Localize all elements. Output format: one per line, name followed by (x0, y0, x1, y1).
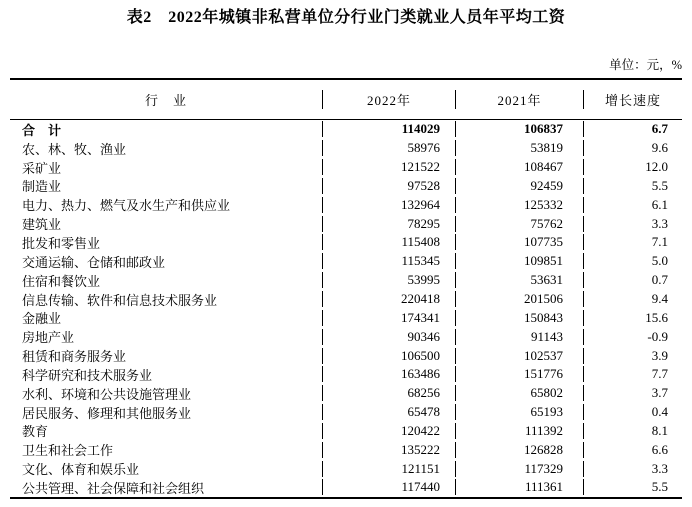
cell-2022-value: 114029 (322, 121, 455, 137)
cell-industry: 水利、环境和公共设施管理业 (22, 386, 192, 402)
cell-2022-value: 97528 (322, 178, 455, 194)
cell-2022-value: 65478 (322, 404, 455, 420)
cell-industry: 公共管理、社会保障和社会组织 (22, 480, 205, 496)
table-row (10, 271, 682, 290)
cell-industry: 科学研究和技术服务业 (22, 367, 153, 383)
cell-industry: 房地产业 (22, 330, 75, 346)
cell-2021-value: 106837 (455, 121, 583, 137)
table-row (10, 290, 682, 309)
cell-2021-value: 150843 (455, 310, 583, 326)
cell-industry: 教育 (22, 424, 49, 440)
cell-2022-value: 68256 (322, 385, 455, 401)
table-row (10, 327, 682, 346)
table-row (10, 158, 682, 177)
cell-growth-value: 7.7 (583, 366, 682, 382)
cell-industry: 建筑业 (22, 217, 62, 233)
column-header-industry: 行 业 (144, 93, 187, 108)
table-row (10, 384, 682, 403)
cell-2022-value: 163486 (322, 366, 455, 382)
cell-2021-value: 125332 (455, 197, 583, 213)
cell-industry: 租赁和商务服务业 (22, 349, 127, 365)
cell-industry: 农、林、牧、渔业 (22, 141, 127, 157)
cell-2021-value: 126828 (455, 442, 583, 458)
cell-industry: 电力、热力、燃气及水生产和供应业 (22, 198, 231, 214)
cell-growth-value: 5.5 (583, 479, 682, 495)
cell-2021-value: 108467 (455, 159, 583, 175)
cell-2022-value: 115345 (322, 253, 455, 269)
table-row (10, 440, 682, 459)
cell-2021-value: 107735 (455, 234, 583, 250)
table-body (10, 120, 682, 497)
table-row (10, 139, 682, 158)
cell-2022-value: 115408 (322, 234, 455, 250)
cell-industry: 采矿业 (22, 160, 62, 176)
wage-table (10, 78, 682, 499)
cell-growth-value: 6.7 (583, 121, 682, 137)
cell-2021-value: 111361 (455, 479, 583, 495)
table-row (10, 365, 682, 384)
cell-growth-value: 3.3 (583, 461, 682, 477)
table-row (10, 459, 682, 478)
cell-2021-value: 102537 (455, 348, 583, 364)
cell-2021-value: 53631 (455, 272, 583, 288)
cell-2022-value: 121151 (322, 461, 455, 477)
table-row (10, 346, 682, 365)
cell-growth-value: 6.1 (583, 197, 682, 213)
cell-2021-value: 65193 (455, 404, 583, 420)
cell-2022-value: 220418 (322, 291, 455, 307)
table-row (10, 403, 682, 422)
cell-2021-value: 117329 (455, 461, 583, 477)
cell-growth-value: 7.1 (583, 234, 682, 250)
cell-growth-value: 12.0 (583, 159, 682, 175)
cell-growth-value: 3.9 (583, 348, 682, 364)
cell-industry: 信息传输、软件和信息技术服务业 (22, 292, 218, 308)
cell-industry: 文化、体育和娱乐业 (22, 462, 140, 478)
cell-industry: 交通运输、仓储和邮政业 (22, 254, 166, 270)
cell-industry: 住宿和餐饮业 (22, 273, 101, 289)
column-header-growth: 增长速度 (583, 90, 682, 109)
cell-2022-value: 120422 (322, 423, 455, 439)
cell-2021-value: 91143 (455, 329, 583, 345)
cell-2021-value: 92459 (455, 178, 583, 194)
cell-growth-value: 9.6 (583, 140, 682, 156)
cell-2022-value: 106500 (322, 348, 455, 364)
table-row (10, 252, 682, 271)
table-row (10, 308, 682, 327)
cell-growth-value: 5.5 (583, 178, 682, 194)
cell-2021-value: 201506 (455, 291, 583, 307)
table-row (10, 195, 682, 214)
cell-industry: 卫生和社会工作 (22, 443, 114, 459)
cell-growth-value: 3.3 (583, 216, 682, 232)
cell-growth-value: 3.7 (583, 385, 682, 401)
cell-2021-value: 65802 (455, 385, 583, 401)
cell-industry: 制造业 (22, 179, 62, 195)
cell-growth-value: -0.9 (583, 329, 682, 345)
table-header-row (10, 80, 682, 120)
cell-2022-value: 132964 (322, 197, 455, 213)
cell-growth-value: 8.1 (583, 423, 682, 439)
cell-2021-value: 151776 (455, 366, 583, 382)
cell-2022-value: 90346 (322, 329, 455, 345)
table-row (10, 422, 682, 441)
cell-growth-value: 0.7 (583, 272, 682, 288)
cell-industry: 金融业 (22, 311, 62, 327)
cell-2021-value: 53819 (455, 140, 583, 156)
column-header-2021: 2021年 (455, 90, 583, 109)
table-row (10, 214, 682, 233)
cell-industry: 居民服务、修理和其他服务业 (22, 405, 192, 421)
table-row (10, 233, 682, 252)
cell-2022-value: 53995 (322, 272, 455, 288)
cell-industry: 合 计 (22, 122, 62, 138)
cell-2021-value: 111392 (455, 423, 583, 439)
unit-note: 单位：元，% (609, 58, 682, 72)
column-header-2022: 2022年 (322, 90, 455, 109)
page-title: 表2 2022年城镇非私营单位分行业门类就业人员年平均工资 (126, 9, 566, 26)
cell-growth-value: 15.6 (583, 310, 682, 326)
cell-growth-value: 9.4 (583, 291, 682, 307)
cell-industry: 批发和零售业 (22, 235, 101, 251)
cell-2022-value: 121522 (322, 159, 455, 175)
cell-2021-value: 109851 (455, 253, 583, 269)
cell-growth-value: 5.0 (583, 253, 682, 269)
cell-2022-value: 78295 (322, 216, 455, 232)
cell-2022-value: 174341 (322, 310, 455, 326)
table-row (10, 120, 682, 139)
cell-2022-value: 58976 (322, 140, 455, 156)
cell-2022-value: 135222 (322, 442, 455, 458)
cell-growth-value: 0.4 (583, 404, 682, 420)
cell-2021-value: 75762 (455, 216, 583, 232)
cell-2022-value: 117440 (322, 479, 455, 495)
cell-growth-value: 6.6 (583, 442, 682, 458)
table-row (10, 177, 682, 196)
table-row (10, 478, 682, 497)
